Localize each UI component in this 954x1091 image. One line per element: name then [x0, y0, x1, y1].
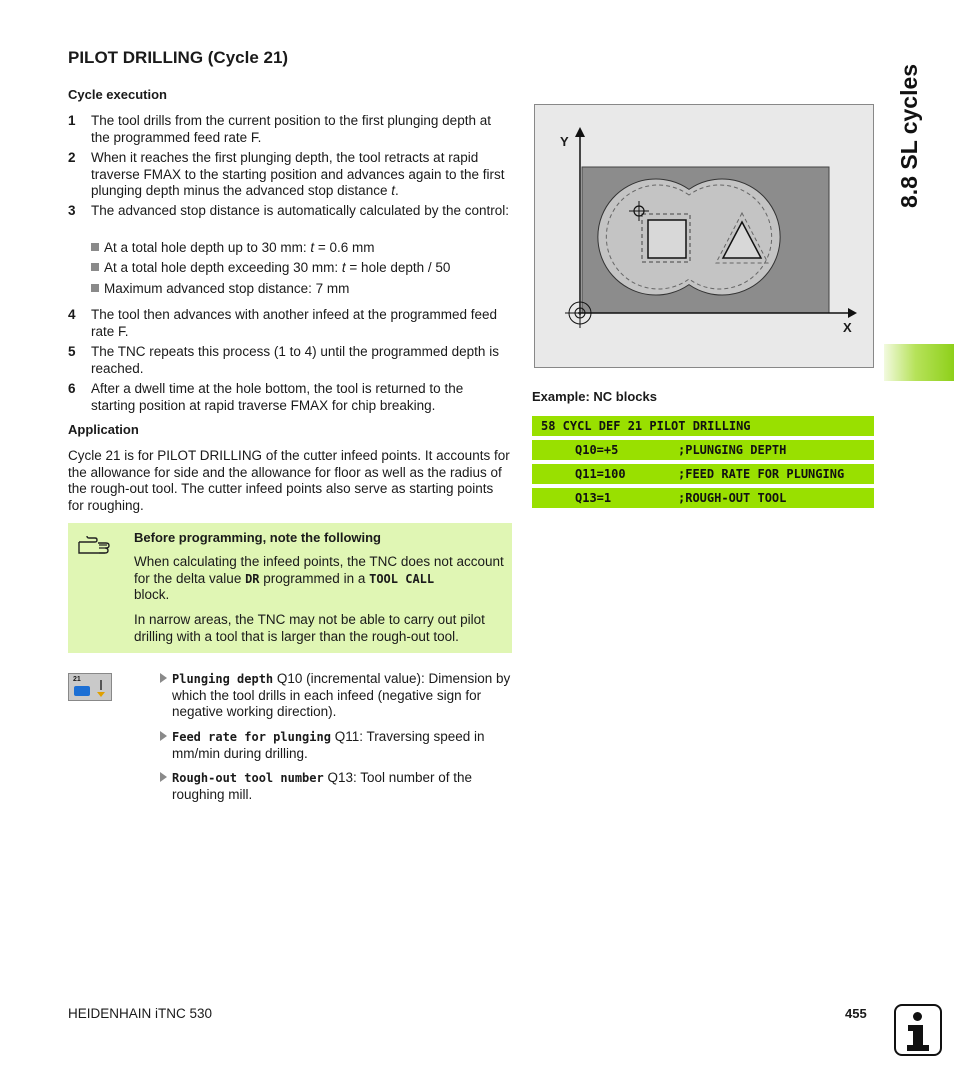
step-number: 4 [68, 307, 76, 322]
step-text: The advanced stop distance is automatically calculated by the control: [91, 203, 509, 218]
note-paragraph: When calculating the infeed points, the TNC does not account for the delta value DR programmed in a TOOL CALL block. [134, 554, 504, 602]
parameter-item: Rough-out tool number Q13: Tool number of the roughing mill. [160, 770, 524, 803]
drill-icon [94, 680, 108, 698]
nc-block-row: Q10=+5 ;PLUNGING DEPTH [532, 440, 874, 460]
page-number: 455 [845, 1006, 867, 1021]
step-number: 6 [68, 381, 76, 396]
bullet-square-icon [91, 243, 99, 251]
parameter-item: Plunging depth Q10 (incremental value): Dimension by which the tool drills in each infeed (negative sign for negative working direction). [160, 671, 524, 721]
arrow-right-icon [160, 673, 167, 683]
softkey-graphic-icon [74, 686, 90, 696]
y-axis-label: Y [560, 134, 569, 149]
bullet-square-icon [91, 263, 99, 271]
step-text: After a dwell time at the hole bottom, the tool is returned to the starting position at rapid traverse FMAX for chip breaking. [91, 381, 464, 413]
bullet-square-icon [91, 284, 99, 292]
parameter-item: Feed rate for plunging Q11: Traversing speed in mm/min during drilling. [160, 729, 524, 762]
step-number: 2 [68, 150, 76, 165]
cycle-execution-heading: Cycle execution [68, 87, 167, 102]
step-text: The tool drills from the current position to the first plunging depth at the programmed feed rate F. [91, 113, 491, 145]
arrow-right-icon [160, 772, 167, 782]
application-text: Cycle 21 is for PILOT DRILLING of the cutter infeed points. It accounts for the allowance for side and the allowance for floor as well as the radius of the rough-out tool. The cutter infeed points also serve as starting points for roughing. [68, 448, 510, 513]
step-text: The tool then advances with another infeed at the programmed feed rate F. [91, 307, 498, 339]
page-title: PILOT DRILLING (Cycle 21) [68, 48, 289, 67]
application-heading: Application [68, 422, 139, 437]
nc-block-row: 58 CYCL DEF 21 PILOT DRILLING [532, 416, 874, 436]
pointing-hand-icon [77, 533, 111, 557]
arrow-right-icon [160, 731, 167, 741]
pilot-drilling-figure [534, 104, 874, 368]
step-text: When it reaches the first plunging depth, the tool retracts at rapid traverse FMAX to the starting position and advances again to the first plunging depth minus the advanced stop distance t. [91, 150, 505, 198]
step-number: 3 [68, 203, 76, 218]
bullet-item: Maximum advanced stop distance: 7 mm [91, 281, 349, 298]
note-heading: Before programming, note the following [134, 530, 381, 545]
step-text: The TNC repeats this process (1 to 4) until the programmed depth is reached. [91, 344, 499, 376]
nc-block-row: Q11=100 ;FEED RATE FOR PLUNGING [532, 464, 874, 484]
note-box [68, 523, 512, 653]
footer-product: HEIDENHAIN iTNC 530 [68, 1006, 213, 1021]
bullet-item: At a total hole depth up to 30 mm: t = 0.6 mm [91, 240, 375, 257]
example-heading: Example: NC blocks [532, 389, 657, 404]
nc-block-row: Q13=1 ;ROUGH-OUT TOOL [532, 488, 874, 508]
chapter-tab [884, 344, 954, 381]
cycle-21-softkey[interactable]: 21 [68, 673, 112, 701]
chapter-side-title: 8.8 SL cycles [896, 63, 922, 208]
note-paragraph: In narrow areas, the TNC may not be able to carry out pilot drilling with a tool that is larger than the rough-out tool. [134, 612, 485, 644]
step-number: 1 [68, 113, 76, 128]
info-icon [894, 1004, 942, 1056]
step-number: 5 [68, 344, 76, 359]
x-axis-label: X [843, 320, 852, 335]
bullet-item: At a total hole depth exceeding 30 mm: t = hole depth / 50 [91, 260, 450, 277]
contour-diagram [535, 105, 873, 367]
